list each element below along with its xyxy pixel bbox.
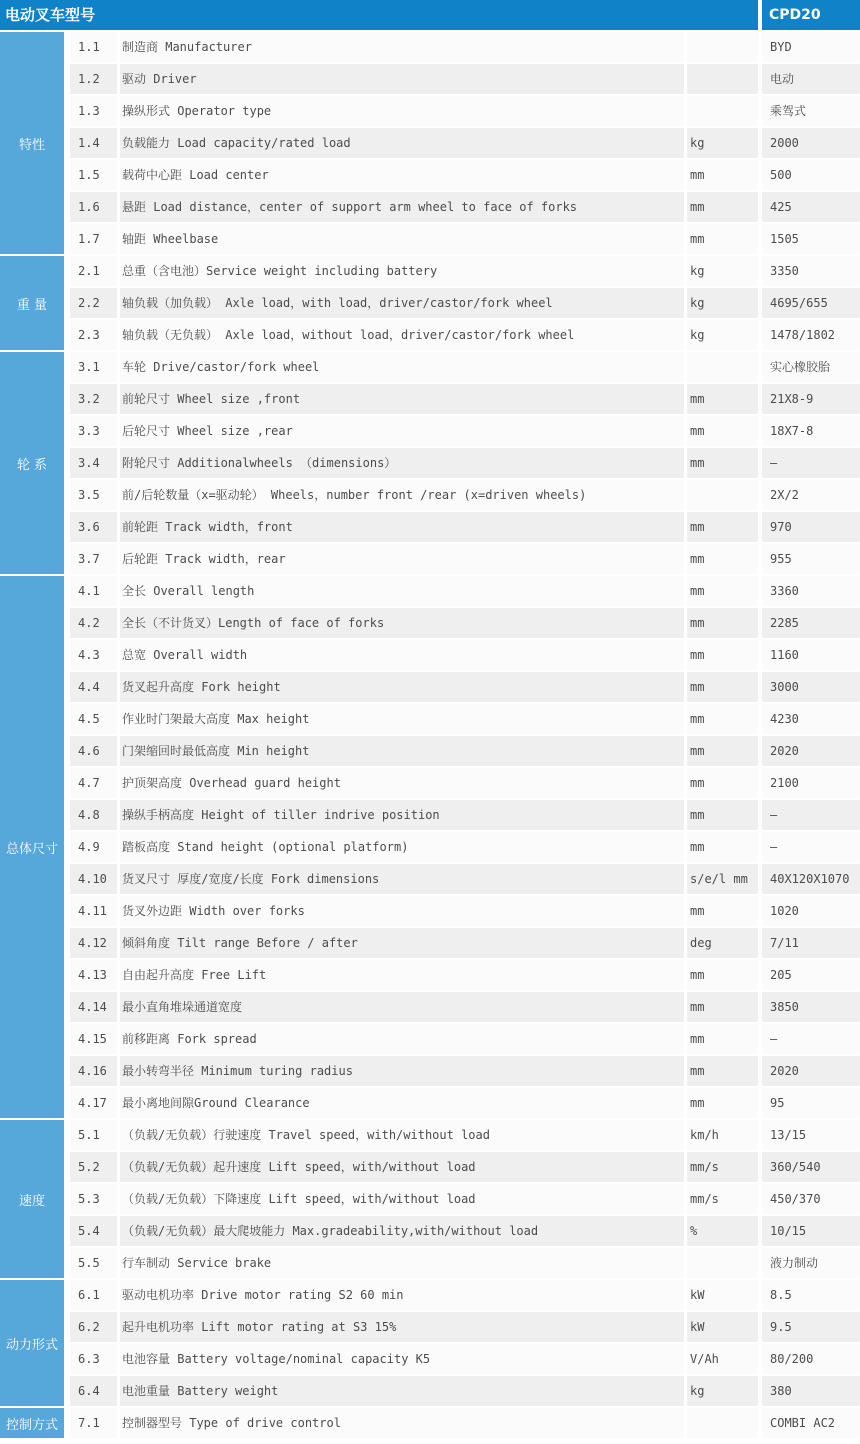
row-unit <box>687 1408 758 1438</box>
row-description: （负载/无负载）下降速度 Lift speed，with/without load <box>120 1184 684 1214</box>
row-number: 4.1 <box>70 576 117 606</box>
row-unit: kg <box>687 320 758 350</box>
row-unit: mm <box>687 992 758 1022</box>
row-unit: kg <box>687 1376 758 1406</box>
row-number: 4.5 <box>70 704 117 734</box>
row-value: 3360 <box>762 576 860 606</box>
row-value: 955 <box>762 544 860 574</box>
row-unit: % <box>687 1216 758 1246</box>
table-row <box>70 896 860 926</box>
row-number: 3.7 <box>70 544 117 574</box>
table-row <box>70 864 860 894</box>
row-value: 500 <box>762 160 860 190</box>
table-row <box>70 192 860 222</box>
row-number: 4.2 <box>70 608 117 638</box>
table-row <box>70 128 860 158</box>
row-description: （负载/无负载）最大爬坡能力 Max.gradeability,with/without load <box>120 1216 684 1246</box>
row-unit <box>687 1248 758 1278</box>
row-description: （负载/无负载）起升速度 Lift speed，with/without load <box>120 1152 684 1182</box>
row-description: 货叉起升高度 Fork height <box>120 672 684 702</box>
section-label: 特性 <box>0 32 64 254</box>
row-description: 自由起升高度 Free Lift <box>120 960 684 990</box>
row-value: 80/200 <box>762 1344 860 1374</box>
row-value: 4695/655 <box>762 288 860 318</box>
table-row <box>70 64 860 94</box>
row-description: 门架缩回时最低高度 Min height <box>120 736 684 766</box>
row-unit: kg <box>687 128 758 158</box>
row-unit: mm <box>687 896 758 926</box>
row-description: 前轮尺寸 Wheel size ,front <box>120 384 684 414</box>
row-number: 5.4 <box>70 1216 117 1246</box>
row-description: 电池容量 Battery voltage/nominal capacity K5 <box>120 1344 684 1374</box>
row-value: 2100 <box>762 768 860 798</box>
row-description: 制造商 Manufacturer <box>120 32 684 62</box>
row-value: 实心橡胶胎 <box>762 352 860 382</box>
row-unit: deg <box>687 928 758 958</box>
table-row <box>70 1024 860 1054</box>
table-row <box>70 32 860 62</box>
table-row <box>70 448 860 478</box>
row-value: 7/11 <box>762 928 860 958</box>
row-value: 乘驾式 <box>762 96 860 126</box>
row-number: 6.3 <box>70 1344 117 1374</box>
table-row <box>70 576 860 606</box>
row-unit: mm <box>687 1024 758 1054</box>
row-description: 操纵形式 Operator type <box>120 96 684 126</box>
table-row <box>70 768 860 798</box>
row-unit: mm <box>687 768 758 798</box>
row-number: 6.2 <box>70 1312 117 1342</box>
spec-section-4 <box>0 576 860 1120</box>
row-number: 4.3 <box>70 640 117 670</box>
row-value: 380 <box>762 1376 860 1406</box>
section-rows <box>70 1408 860 1440</box>
row-number: 4.16 <box>70 1056 117 1086</box>
row-value: 1160 <box>762 640 860 670</box>
row-description: 全长 Overall length <box>120 576 684 606</box>
row-value: 3350 <box>762 256 860 286</box>
row-value: 2020 <box>762 736 860 766</box>
row-value: 8.5 <box>762 1280 860 1310</box>
row-value: 2X/2 <box>762 480 860 510</box>
row-description: 最小离地间隙Ground Clearance <box>120 1088 684 1118</box>
row-value: 425 <box>762 192 860 222</box>
row-description: 后轮尺寸 Wheel size ,rear <box>120 416 684 446</box>
table-row <box>70 1088 860 1118</box>
section-label: 速度 <box>0 1120 64 1278</box>
table-row <box>70 288 860 318</box>
row-unit: kW <box>687 1280 758 1310</box>
row-number: 1.4 <box>70 128 117 158</box>
row-number: 4.9 <box>70 832 117 862</box>
row-unit: mm <box>687 1088 758 1118</box>
row-number: 3.3 <box>70 416 117 446</box>
section-rows <box>70 576 860 1120</box>
row-description: 驱动电机功率 Drive motor rating S2 60 min <box>120 1280 684 1310</box>
table-row <box>70 672 860 702</box>
table-row <box>70 544 860 574</box>
row-value: 电动 <box>762 64 860 94</box>
row-value: 9.5 <box>762 1312 860 1342</box>
table-row <box>70 1152 860 1182</box>
row-number: 4.4 <box>70 672 117 702</box>
spec-table <box>0 32 860 1440</box>
row-value: — <box>762 800 860 830</box>
page-title: 电动叉车型号 <box>0 0 758 30</box>
row-description: 作业时门架最大高度 Max height <box>120 704 684 734</box>
row-unit <box>687 480 758 510</box>
row-unit: km/h <box>687 1120 758 1150</box>
table-row <box>70 512 860 542</box>
table-row <box>70 1312 860 1342</box>
row-description: 货叉尺寸 厚度/宽度/长度 Fork dimensions <box>120 864 684 894</box>
row-unit <box>687 32 758 62</box>
spec-section-1 <box>0 32 860 256</box>
row-value: 4230 <box>762 704 860 734</box>
row-value: 13/15 <box>762 1120 860 1150</box>
row-number: 1.5 <box>70 160 117 190</box>
row-number: 4.7 <box>70 768 117 798</box>
table-row <box>70 1056 860 1086</box>
table-row <box>70 160 860 190</box>
row-number: 3.5 <box>70 480 117 510</box>
section-label: 轮 系 <box>0 352 64 574</box>
table-row <box>70 832 860 862</box>
row-number: 4.6 <box>70 736 117 766</box>
row-value: — <box>762 832 860 862</box>
row-description: 控制器型号 Type of drive control <box>120 1408 684 1438</box>
row-number: 4.11 <box>70 896 117 926</box>
row-unit: V/Ah <box>687 1344 758 1374</box>
table-header-bar <box>0 0 860 30</box>
row-unit: mm <box>687 832 758 862</box>
row-unit: mm <box>687 448 758 478</box>
row-value: BYD <box>762 32 860 62</box>
row-number: 4.17 <box>70 1088 117 1118</box>
row-value: 2020 <box>762 1056 860 1086</box>
table-row <box>70 480 860 510</box>
table-row <box>70 1280 860 1310</box>
row-number: 5.5 <box>70 1248 117 1278</box>
row-unit: mm <box>687 224 758 254</box>
row-value: COMBI AC2 <box>762 1408 860 1438</box>
row-description: 轴负载（无负载） Axle load，without load，driver/castor/fork wheel <box>120 320 684 350</box>
table-row <box>70 1408 860 1438</box>
table-row <box>70 928 860 958</box>
row-unit: mm <box>687 160 758 190</box>
table-row <box>70 608 860 638</box>
section-rows <box>70 1280 860 1408</box>
row-unit: mm/s <box>687 1184 758 1214</box>
row-number: 4.14 <box>70 992 117 1022</box>
row-value: — <box>762 1024 860 1054</box>
row-description: 总宽 Overall width <box>120 640 684 670</box>
row-description: 前/后轮数量（x=驱动轮） Wheels，number front /rear (x=driven wheels) <box>120 480 684 510</box>
row-number: 6.1 <box>70 1280 117 1310</box>
row-number: 3.6 <box>70 512 117 542</box>
row-description: 轴负载（加负载） Axle load，with load，driver/castor/fork wheel <box>120 288 684 318</box>
section-label: 重 量 <box>0 256 64 350</box>
model-name: CPD20 <box>762 0 860 30</box>
row-number: 1.3 <box>70 96 117 126</box>
table-row <box>70 224 860 254</box>
row-value: 3000 <box>762 672 860 702</box>
row-number: 4.13 <box>70 960 117 990</box>
row-description: 悬距 Load distance，center of support arm wheel to face of forks <box>120 192 684 222</box>
row-description: 电池重量 Battery weight <box>120 1376 684 1406</box>
table-row <box>70 416 860 446</box>
row-value: 2285 <box>762 608 860 638</box>
row-number: 4.10 <box>70 864 117 894</box>
row-unit: mm <box>687 640 758 670</box>
table-row <box>70 96 860 126</box>
row-description: 护顶架高度 Overhead guard height <box>120 768 684 798</box>
row-value: 10/15 <box>762 1216 860 1246</box>
row-description: 附轮尺寸 Additionalwheels （dimensions） <box>120 448 684 478</box>
row-number: 5.3 <box>70 1184 117 1214</box>
row-number: 4.12 <box>70 928 117 958</box>
row-number: 3.1 <box>70 352 117 382</box>
row-number: 6.4 <box>70 1376 117 1406</box>
row-unit: s/e/l mm <box>687 864 758 894</box>
spec-section-2 <box>0 256 860 352</box>
row-unit: mm/s <box>687 1152 758 1182</box>
row-value: 2000 <box>762 128 860 158</box>
table-row <box>70 1248 860 1278</box>
row-description: 操纵手柄高度 Height of tiller indrive position <box>120 800 684 830</box>
row-unit: kg <box>687 256 758 286</box>
row-value: 1505 <box>762 224 860 254</box>
section-label: 动力形式 <box>0 1280 64 1406</box>
row-description: 前轮距 Track width，front <box>120 512 684 542</box>
row-number: 4.15 <box>70 1024 117 1054</box>
row-number: 1.2 <box>70 64 117 94</box>
table-row <box>70 320 860 350</box>
row-unit: mm <box>687 512 758 542</box>
row-description: 起升电机功率 Lift motor rating at S3 15% <box>120 1312 684 1342</box>
section-rows <box>70 1120 860 1280</box>
table-row <box>70 960 860 990</box>
row-number: 2.2 <box>70 288 117 318</box>
row-description: 货叉外边距 Width over forks <box>120 896 684 926</box>
row-number: 1.1 <box>70 32 117 62</box>
row-description: 后轮距 Track width，rear <box>120 544 684 574</box>
row-description: 前移距离 Fork spread <box>120 1024 684 1054</box>
row-number: 5.1 <box>70 1120 117 1150</box>
row-unit <box>687 352 758 382</box>
row-unit: mm <box>687 672 758 702</box>
table-row <box>70 352 860 382</box>
row-description: 总重（含电池）Service weight including battery <box>120 256 684 286</box>
row-number: 2.3 <box>70 320 117 350</box>
row-number: 7.1 <box>70 1408 117 1438</box>
table-row <box>70 736 860 766</box>
row-unit: mm <box>687 1056 758 1086</box>
row-value: 1020 <box>762 896 860 926</box>
row-description: 载荷中心距 Load center <box>120 160 684 190</box>
table-row <box>70 1216 860 1246</box>
table-row <box>70 1376 860 1406</box>
row-unit: mm <box>687 704 758 734</box>
table-row <box>70 1184 860 1214</box>
row-description: 最小直角堆垛通道宽度 <box>120 992 684 1022</box>
row-description: 最小转弯半径 Minimum turing radius <box>120 1056 684 1086</box>
spec-section-3 <box>0 352 860 576</box>
row-description: 驱动 Driver <box>120 64 684 94</box>
spec-section-6 <box>0 1280 860 1408</box>
row-number: 1.6 <box>70 192 117 222</box>
row-unit: mm <box>687 192 758 222</box>
row-number: 3.4 <box>70 448 117 478</box>
row-number: 5.2 <box>70 1152 117 1182</box>
row-description: 行车制动 Service brake <box>120 1248 684 1278</box>
row-unit: mm <box>687 608 758 638</box>
row-value: 18X7-8 <box>762 416 860 446</box>
row-value: 40X120X1070 <box>762 864 860 894</box>
row-unit: mm <box>687 544 758 574</box>
row-description: （负载/无负载）行驶速度 Travel speed，with/without load <box>120 1120 684 1150</box>
row-unit: mm <box>687 416 758 446</box>
section-rows <box>70 32 860 256</box>
section-label: 控制方式 <box>0 1408 64 1438</box>
row-unit: kW <box>687 1312 758 1342</box>
row-description: 全长（不计货叉）Length of face of forks <box>120 608 684 638</box>
row-value: — <box>762 448 860 478</box>
spec-section-7 <box>0 1408 860 1440</box>
row-description: 倾斜角度 Tilt range Before / after <box>120 928 684 958</box>
table-row <box>70 704 860 734</box>
section-label: 总体尺寸 <box>0 576 64 1118</box>
row-value: 360/540 <box>762 1152 860 1182</box>
row-unit <box>687 64 758 94</box>
row-value: 1478/1802 <box>762 320 860 350</box>
row-value: 450/370 <box>762 1184 860 1214</box>
table-row <box>70 992 860 1022</box>
row-unit: kg <box>687 288 758 318</box>
section-rows <box>70 352 860 576</box>
row-unit: mm <box>687 736 758 766</box>
row-description: 轴距 Wheelbase <box>120 224 684 254</box>
row-description: 踏板高度 Stand height (optional platform) <box>120 832 684 862</box>
row-value: 95 <box>762 1088 860 1118</box>
row-number: 2.1 <box>70 256 117 286</box>
table-row <box>70 1120 860 1150</box>
row-number: 3.2 <box>70 384 117 414</box>
spec-section-5 <box>0 1120 860 1280</box>
table-row <box>70 256 860 286</box>
table-row <box>70 640 860 670</box>
table-row <box>70 800 860 830</box>
row-value: 205 <box>762 960 860 990</box>
row-unit: mm <box>687 576 758 606</box>
row-number: 1.7 <box>70 224 117 254</box>
row-value: 21X8-9 <box>762 384 860 414</box>
row-value: 液力制动 <box>762 1248 860 1278</box>
row-value: 970 <box>762 512 860 542</box>
table-row <box>70 1344 860 1374</box>
row-unit <box>687 96 758 126</box>
row-unit: mm <box>687 960 758 990</box>
row-unit: mm <box>687 800 758 830</box>
section-rows <box>70 256 860 352</box>
row-unit: mm <box>687 384 758 414</box>
row-description: 负载能力 Load capacity/rated load <box>120 128 684 158</box>
table-row <box>70 384 860 414</box>
row-value: 3850 <box>762 992 860 1022</box>
row-number: 4.8 <box>70 800 117 830</box>
row-description: 车轮 Drive/castor/fork wheel <box>120 352 684 382</box>
